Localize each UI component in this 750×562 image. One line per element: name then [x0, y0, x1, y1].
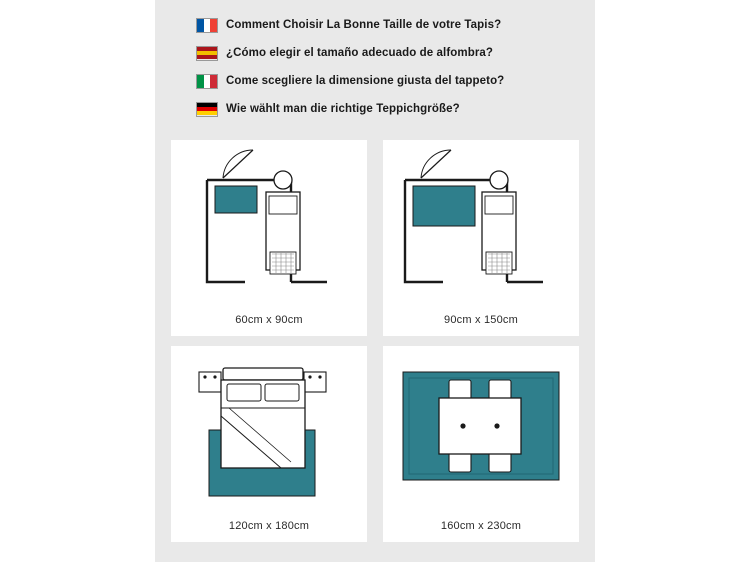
language-row-spanish: [196, 40, 576, 66]
flag-germany-icon: [196, 102, 218, 117]
heading-text-spanish: ¿Cómo elegir el tamaño adecuado de alfombra?: [226, 47, 494, 59]
language-row-italian: [196, 68, 576, 94]
language-row-french: [196, 12, 576, 38]
flag-france-icon: [196, 18, 218, 33]
flag-spain-icon: [196, 46, 218, 61]
bedroom-single-large-rug-illustration: [383, 140, 579, 305]
flag-italy-icon: [196, 74, 218, 89]
bedroom-double-bed-rug-illustration: [171, 346, 367, 511]
rug-size-caption: 160cm x 230cm: [440, 520, 522, 532]
heading-text-german: Wie wählt man die richtige Teppichgröße?: [226, 103, 460, 115]
heading-text-french: Comment Choisir La Bonne Taille de votre Tapis?: [226, 19, 502, 31]
rug-size-card-120x180[interactable]: [171, 346, 367, 542]
rug-size-card-90x150[interactable]: [383, 140, 579, 336]
rug-size-card-60x90[interactable]: [171, 140, 367, 336]
heading-text-italian: Come scegliere la dimensione giusta del tappeto?: [226, 75, 505, 87]
dining-table-rug-illustration: [383, 346, 579, 511]
language-row-german: [196, 96, 576, 122]
bedroom-single-small-rug-illustration: [171, 140, 367, 305]
rug-size-caption: 60cm x 90cm: [235, 314, 303, 326]
language-heading-list: [196, 12, 576, 124]
rug-size-card-160x230[interactable]: [383, 346, 579, 542]
rug-size-caption: 90cm x 150cm: [444, 314, 518, 326]
infographic-panel: [155, 0, 595, 562]
rug-size-caption: 120cm x 180cm: [228, 520, 310, 532]
